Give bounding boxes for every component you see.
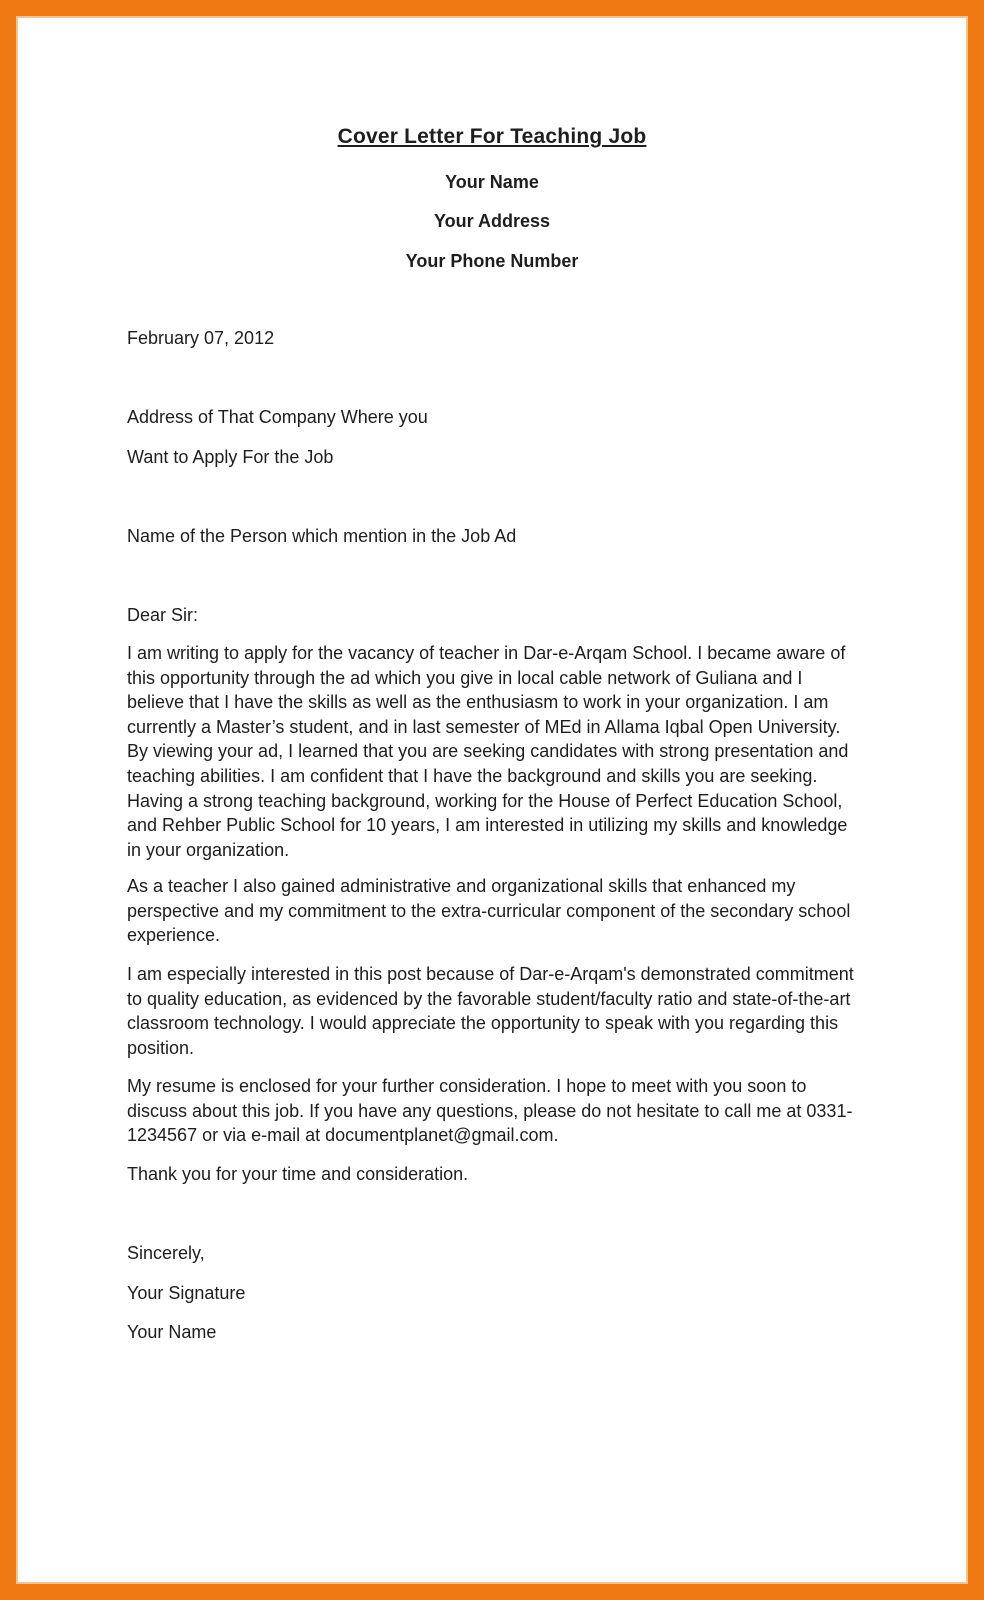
letter-date: February 07, 2012 (127, 328, 275, 348)
letter-title: Cover Letter For Teaching Job (337, 125, 647, 148)
recipient-name: Name of the Person which mention in the Job Ad (127, 526, 517, 546)
recipient-address-line-1: Address of That Company Where you (127, 407, 428, 427)
closing-name: Your Name (127, 1322, 217, 1342)
recipient-address-line-2: Want to Apply For the Job (127, 447, 334, 467)
sender-address: Your Address (433, 211, 551, 231)
signature-placeholder: Your Signature (127, 1283, 246, 1303)
closing: Sincerely, (127, 1243, 205, 1263)
body-paragraph-2: As a teacher I also gained administrative and organizational skills that enhanced my perspective and my commitment to the extra-curricular component of the secondary school experience. (127, 876, 851, 946)
body-paragraph-1: I am writing to apply for the vacancy of teacher in Dar-e-Arqam School. I became aware of this opportunity through the ad which you give in local cable network of Guliana and I believe that I have the skills as well as the enthusiasm to work in your organization. I am currently a Master’s student, and in last semester of MEd in Allama Iqbal Open University. By viewing your ad, I learned that you are seeking candidates with strong presentation and teaching abilities. I am confident that I have the background and skills you are seeking. Having a strong teaching background, working for the House of Perfect Education School, and Rehber Public School for 10 years, I am interested in utilizing my skills and knowledge in your organization. (127, 643, 849, 860)
body-paragraph-5: Thank you for your time and consideration. (127, 1164, 469, 1184)
body-paragraph-3: I am especially interested in this post because of Dar-e-Arqam's demonstrated commitment to quality education, as evidenced by the favorable student/faculty ratio and state-of-the-art classroom technology. I would appreciate the opportunity to speak with you regarding this position. (127, 964, 854, 1058)
sender-phone: Your Phone Number (405, 251, 579, 271)
salutation: Dear Sir: (127, 605, 199, 625)
body-paragraph-4: My resume is enclosed for your further consideration. I hope to meet with you soon to discuss about this job. If you have any questions, please do not hesitate to call me at 0331-1234567 or via e-mail at documentplanet@gmail.com. (127, 1076, 853, 1146)
sender-name: Your Name (445, 172, 539, 192)
